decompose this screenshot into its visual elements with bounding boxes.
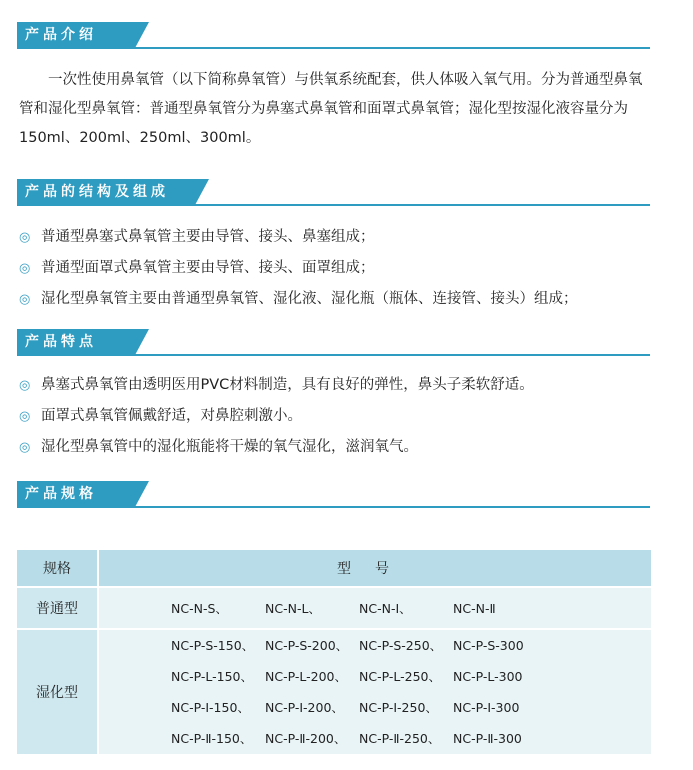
bullet-circle-icon: ◎ [19, 440, 31, 455]
list-item-text: 鼻塞式鼻氧管由透明医用PVC材料制造，具有良好的弹性，鼻头子柔软舒适。 [41, 377, 534, 393]
section-title-intro: 产品介绍 [17, 22, 135, 48]
model-grid [99, 630, 651, 754]
list-item [19, 370, 679, 401]
list-item-text: 面罩式鼻氧管佩戴舒适，对鼻腔刺激小。 [41, 408, 302, 424]
section-divider [17, 506, 650, 508]
model-code: NC-N-L、 [265, 600, 321, 616]
model-code: NC-P-L-200、 [265, 669, 347, 684]
table-row [17, 629, 651, 754]
list-item [19, 222, 679, 253]
model-code: NC-P-Ⅰ-300 [453, 700, 520, 715]
list-item [19, 284, 679, 315]
bullet-circle-icon: ◎ [19, 292, 31, 307]
model-code: NC-P-Ⅰ-250、 [359, 700, 438, 715]
model-code: NC-P-L-300 [453, 669, 523, 684]
section-header-specs [17, 481, 650, 509]
row-label-humidified: 湿化型 [17, 629, 98, 754]
bullet-circle-icon: ◎ [19, 378, 31, 393]
model-code: NC-P-Ⅱ-150、 [171, 731, 253, 746]
model-code: NC-N-Ⅱ [453, 600, 496, 616]
column-header-model: 型号 [98, 549, 651, 587]
section-header-features [17, 329, 650, 357]
bullet-circle-icon: ◎ [19, 409, 31, 424]
model-code: NC-P-Ⅱ-250、 [359, 731, 441, 746]
section-divider [17, 204, 650, 206]
section-title-features: 产品特点 [17, 329, 135, 355]
model-code: NC-P-S-300 [453, 638, 524, 653]
spec-table [17, 548, 651, 754]
section-title-structure: 产品的结构及组成 [17, 179, 195, 205]
list-item-text: 普通型面罩式鼻氧管主要由导管、接头、面罩组成； [41, 260, 375, 276]
model-code: NC-P-Ⅱ-300 [453, 731, 522, 746]
list-item-text: 普通型鼻塞式鼻氧管主要由导管、接头、鼻塞组成； [41, 229, 375, 245]
list-item [19, 253, 679, 284]
list-item-text: 湿化型鼻氧管主要由普通型鼻氧管、湿化液、湿化瓶（瓶体、连接管、接头）组成； [41, 291, 578, 307]
bullet-circle-icon: ◎ [19, 230, 31, 245]
row-values-humidified [98, 629, 651, 754]
row-label-standard: 普通型 [17, 587, 98, 629]
list-item [19, 432, 679, 463]
model-code: NC-P-S-200、 [265, 638, 349, 653]
model-code: NC-P-S-150、 [171, 638, 255, 653]
column-header-spec: 规格 [17, 549, 98, 587]
section-title-specs: 产品规格 [17, 481, 135, 507]
section-header-intro [17, 22, 650, 50]
list-item [19, 401, 679, 432]
model-code: NC-P-Ⅰ-150、 [171, 700, 250, 715]
section-divider [17, 47, 650, 49]
structure-list [19, 222, 679, 315]
model-code: NC-P-S-250、 [359, 638, 443, 653]
model-code: NC-P-Ⅱ-200、 [265, 731, 347, 746]
model-code: NC-P-L-250、 [359, 669, 441, 684]
bullet-circle-icon: ◎ [19, 261, 31, 276]
table-row [17, 587, 651, 629]
list-item-text: 湿化型鼻氧管中的湿化瓶能将干燥的氧气湿化，滋润氧气。 [41, 439, 418, 455]
section-header-structure [17, 179, 650, 207]
features-list [19, 370, 679, 463]
model-grid [99, 593, 651, 624]
intro-paragraph: 一次性使用鼻氧管（以下简称鼻氧管）与供氧系统配套，供人体吸入氧气用。分为普通型鼻氧管和湿化型鼻氧管：普通型鼻氧管分为鼻塞式鼻氧管和面罩式鼻氧管；湿化型按湿化液容量分为150ml、200ml、250ml、300ml。 [19, 72, 643, 146]
row-values-standard [98, 587, 651, 629]
model-code: NC-N-S、 [171, 600, 228, 616]
table-header-row [17, 549, 651, 587]
model-code: NC-P-L-150、 [171, 669, 253, 684]
section-divider [17, 354, 650, 356]
model-code: NC-N-Ⅰ、 [359, 600, 412, 616]
model-code: NC-P-Ⅰ-200、 [265, 700, 344, 715]
